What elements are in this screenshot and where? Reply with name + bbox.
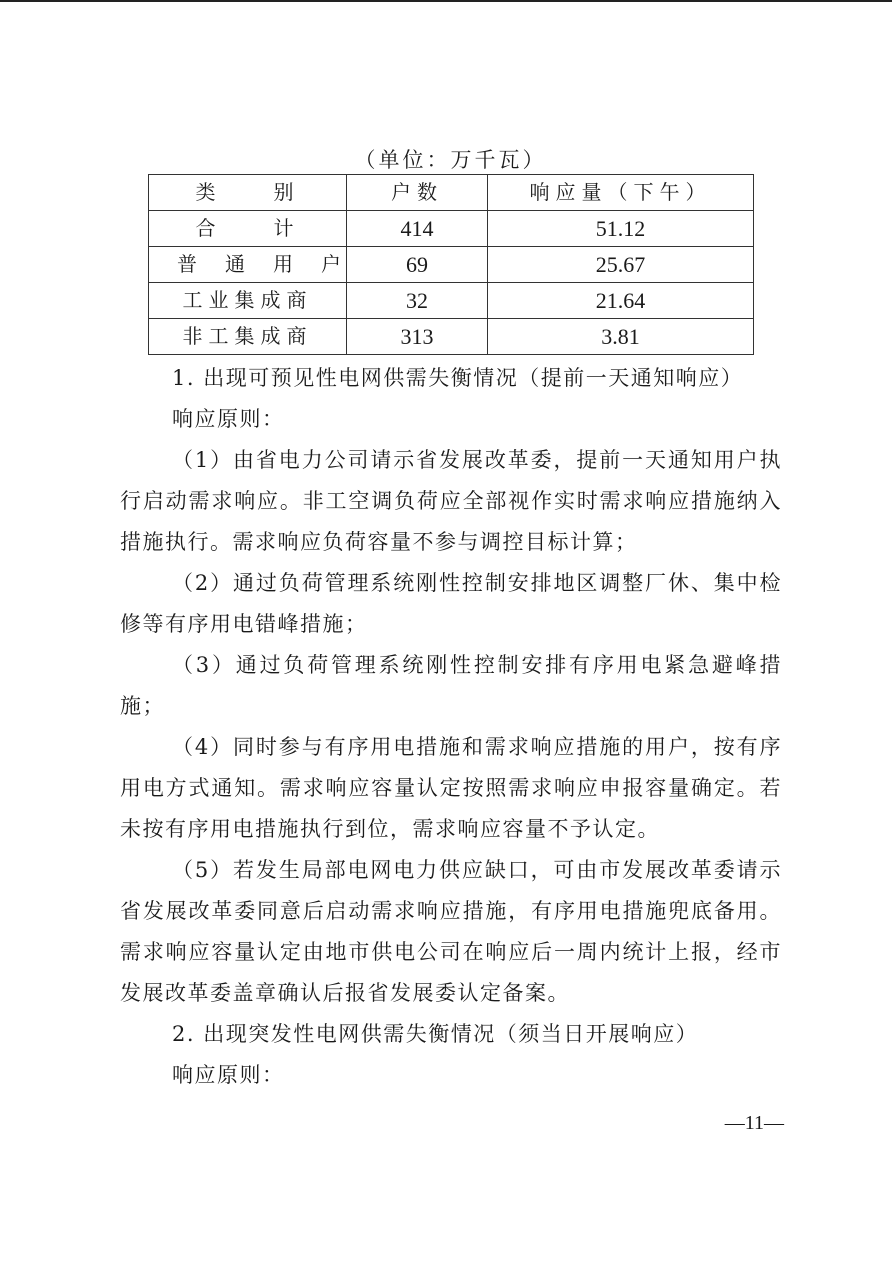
principle-item-4: （4）同时参与有序用电措施和需求响应措施的用户，按有序用电方式通知。需求响应容量认定按照需求响应申报容量确定。若未按有序用电措施执行到位，需求响应容量不予认定。: [120, 735, 782, 841]
row-response: 21.64: [488, 283, 754, 319]
section-heading-1: 1. 出现可预见性电网供需失衡情况（提前一天通知响应）: [172, 366, 744, 390]
principle-label-1: 响应原则：: [172, 407, 285, 431]
table-row: [149, 283, 754, 319]
table-row: [149, 319, 754, 355]
table-row: [149, 211, 754, 247]
table-header-row: [149, 175, 754, 211]
row-count: 313: [347, 319, 488, 355]
principle-item-3: （3）通过负荷管理系统刚性控制安排有序用电紧急避峰措施；: [120, 653, 782, 718]
row-count: 414: [347, 211, 488, 247]
row-category: 非工集成商: [149, 319, 347, 355]
document-body: [120, 358, 782, 1096]
table-row: [149, 247, 754, 283]
top-border: [0, 0, 892, 2]
header-response: 响应量（下午）: [488, 175, 754, 211]
principle-item-1: （1）由省电力公司请示省发展改革委，提前一天通知用户执行启动需求响应。非工空调负荷应全部视作实时需求响应措施纳入措施执行。需求响应负荷容量不参与调控目标计算；: [120, 448, 782, 554]
section-heading-2: 2. 出现突发性电网供需失衡情况（须当日开展响应）: [172, 1022, 699, 1046]
header-count: 户数: [347, 175, 488, 211]
row-count: 32: [347, 283, 488, 319]
row-response: 51.12: [488, 211, 754, 247]
page-number: —11—: [724, 1112, 784, 1134]
principle-label-2: 响应原则：: [172, 1063, 285, 1087]
header-category: 类 别: [149, 175, 347, 211]
row-category: 工业集成商: [149, 283, 347, 319]
response-table: [148, 174, 754, 355]
row-response: 3.81: [488, 319, 754, 355]
row-response: 25.67: [488, 247, 754, 283]
principle-item-5: （5）若发生局部电网电力供应缺口，可由市发展改革委请示省发展改革委同意后启动需求响应措施，有序用电措施兜底备用。需求响应容量认定由地市供电公司在响应后一周内统计上报，经市发展改革委盖章确认后报省发展委认定备案。: [120, 858, 782, 1005]
row-category: 合 计: [149, 211, 347, 247]
row-count: 69: [347, 247, 488, 283]
principle-item-2: （2）通过负荷管理系统刚性控制安排地区调整厂休、集中检修等有序用电错峰措施；: [120, 571, 782, 636]
row-category: 普通用户: [149, 247, 347, 283]
unit-caption: （单位：万千瓦）: [354, 148, 547, 172]
